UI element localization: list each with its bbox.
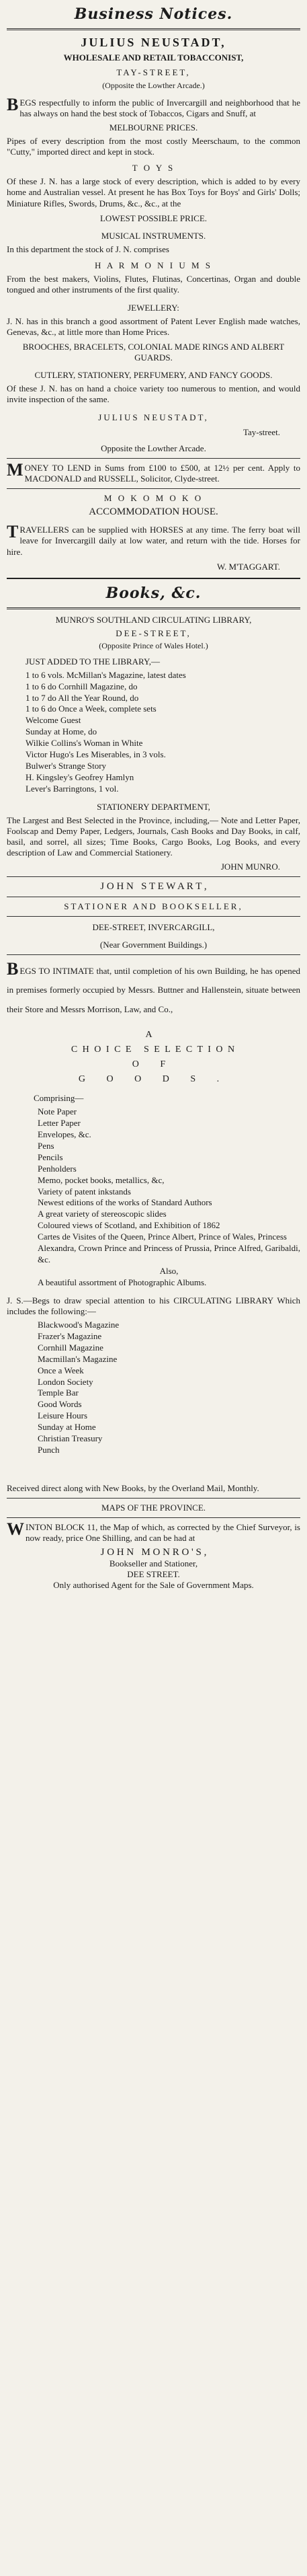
library-list xyxy=(7,670,300,795)
library-location: (Opposite Prince of Wales Hotel.) xyxy=(99,640,208,650)
mokomoko-advert xyxy=(7,493,300,572)
stewart-goods-list xyxy=(7,1106,300,1288)
advertiser-name: JULIUS NEUSTADT, xyxy=(81,36,226,49)
list-item: London Society xyxy=(38,1376,93,1387)
list-item: A great variety of stereoscopic slides xyxy=(38,1209,167,1219)
library-intro: J. S.—Begs to draw special attention to his CIRCULATING LIBRARY Which includes the following:— xyxy=(7,1295,300,1316)
list-item: 1 to 7 do All the Year Round, do xyxy=(26,692,139,703)
list-item: Coloured views of Scotland, and Exhibition of 1862 xyxy=(38,1220,220,1231)
neustadt-intro: BEGS respectfully to inform the public of Invercargill and neighborhood that he has always on hand the best stock of Tobaccos, Cigars and Snuff, at xyxy=(7,95,300,119)
library-street: DEE-STREET, xyxy=(116,628,191,638)
list-item: 1 to 6 do Cornhill Magazine, do xyxy=(26,681,138,691)
stewart-address: DEE-STREET, INVERCARGILL, xyxy=(92,921,215,932)
list-item: Variety of patent inkstands xyxy=(38,1186,131,1197)
mokomoko-text: TRAVELLERS can be supplied with HORSES at any time. The ferry boat will leave for Invercargill daily at low water, and return with the tide. Horses for hire. xyxy=(7,522,300,557)
divider xyxy=(7,954,300,955)
advertiser-trade: WHOLESALE AND RETAIL TOBACCONIST, xyxy=(63,52,244,63)
musical-heading: MUSICAL INSTRUMENTS. xyxy=(101,230,206,241)
books-heading: Books, &c. xyxy=(105,584,202,602)
list-item: Blackwood's Magazine xyxy=(38,1320,120,1330)
neustadt-advert xyxy=(7,36,300,454)
pipes-text: Pipes of every description from the most costly Meerschaum, to the common "Cutty," imported direct and kept in stock. xyxy=(7,135,300,157)
list-item: Pens xyxy=(38,1141,54,1151)
divider xyxy=(7,28,300,30)
list-item: Penholders xyxy=(38,1163,77,1174)
divider xyxy=(7,578,300,579)
maps-advert xyxy=(7,1503,300,1591)
stewart-goods: G O O D S . xyxy=(78,1074,229,1085)
divider xyxy=(7,488,300,489)
cutlery-heading: CUTLERY, STATIONERY, PERFUMERY, AND FANCY GOODS. xyxy=(34,370,273,380)
stewart-trade: STATIONER AND BOOKSELLER, xyxy=(64,901,243,911)
stewart-advert xyxy=(7,881,300,1494)
money-text: MONEY TO LEND in Sums from £100 to £500, at 12½ per cent. Apply to MACDONALD and RUSSELL, Solicitor, Clyde-street. xyxy=(7,459,300,484)
comprising-heading: Comprising— xyxy=(34,1093,84,1104)
list-item: Sunday at Home xyxy=(38,1422,96,1433)
list-item: Letter Paper xyxy=(38,1118,81,1129)
list-item: Cornhill Magazine xyxy=(38,1342,103,1353)
list-item: Leisure Hours xyxy=(38,1410,88,1421)
library-title: MUNRO'S SOUTHLAND CIRCULATING LIBRARY, xyxy=(55,614,252,625)
mokomoko-house: ACCOMMODATION HOUSE. xyxy=(89,506,218,517)
stewart-a: A xyxy=(145,1030,162,1040)
maps-trade: Bookseller and Stationer, xyxy=(109,1558,198,1568)
list-item: H. Kingsley's Geofrey Hamlyn xyxy=(26,771,134,782)
library-sign: JOHN MUNRO. xyxy=(220,861,280,872)
list-item: A beautiful assortment of Photographic Albums. xyxy=(38,1277,207,1287)
list-item: Wilkie Collins's Woman in White xyxy=(26,738,143,749)
library-advert xyxy=(7,615,300,872)
list-item: Pencils xyxy=(38,1151,63,1162)
lowest-price: LOWEST POSSIBLE PRICE. xyxy=(99,213,208,223)
list-item: Christian Treasury xyxy=(38,1433,103,1443)
list-item: Lever's Barringtons, 1 vol. xyxy=(26,783,119,794)
list-item: Punch xyxy=(38,1444,60,1455)
list-item: Macmillan's Magazine xyxy=(38,1353,118,1364)
list-item: Note Paper xyxy=(38,1106,77,1117)
stewart-choice: C H O I C E S E L E C T I O N xyxy=(71,1045,236,1055)
list-item: Sunday at Home, do xyxy=(26,726,97,737)
list-item: Newest editions of the works of Standard Authors xyxy=(38,1197,212,1208)
brooches-heading: BROOCHES, BRACELETS, COLONIAL MADE RINGS AND ALBERT GUARDS. xyxy=(22,342,285,363)
harmoniums-text: From the best makers, Violins, Flutes, Flutinas, Concertinas, Organ and double tongued and other instruments of the first quality. xyxy=(7,274,300,295)
list-item: Temple Bar xyxy=(38,1388,79,1398)
mokomoko-name: M O K O M O K O xyxy=(103,493,204,503)
list-item: Cartes de Visites of the Queen, Prince Albert, Prince of Wales, Princess Alexandra, Crown Prince and Princess of Prussia, Prince Alfred, Garibaldi, &c. xyxy=(38,1232,300,1264)
library-added-heading: JUST ADDED TO THE LIBRARY,— xyxy=(26,656,160,667)
list-item: Once a Week xyxy=(38,1365,84,1375)
money-advert xyxy=(7,459,300,485)
magazine-list xyxy=(7,1320,300,1456)
list-item: Memo, pocket books, metallics, &c, xyxy=(38,1174,165,1185)
mokomoko-sign: W. M'TAGGART. xyxy=(216,561,280,572)
masthead: Business Notices. xyxy=(74,5,233,23)
list-item: Victor Hugo's Les Miserables, in 3 vols. xyxy=(26,749,166,759)
divider xyxy=(7,916,300,917)
signature-street: Tay-street. xyxy=(243,426,280,437)
list-item: Frazer's Magazine xyxy=(38,1330,102,1341)
jewellery-heading: JEWELLERY: xyxy=(128,302,179,313)
list-item: Also, xyxy=(159,1265,179,1276)
harmoniums-heading: H A R M O N I U M S xyxy=(94,260,213,270)
received-text: Received direct along with New Books, by the Overland Mail, Monthly. xyxy=(7,1482,259,1493)
signature-location: Opposite the Lowther Arcade. xyxy=(101,443,206,453)
divider xyxy=(7,1498,300,1499)
toys-text: Of these J. N. has a large stock of every description, which is added to by every home and Australian vessel. At present he has Box Toys for Boys' and Girls' Dolls; Miniature Rifles, Swords, Drums, &c., &c., at the xyxy=(7,176,300,209)
list-item: Welcome Guest xyxy=(26,715,81,726)
divider xyxy=(7,876,300,877)
advertiser-location: (Opposite the Lowther Arcade.) xyxy=(102,81,205,90)
jewellery-text: J. N. has in this branch a good assortment of Patent Lever English made watches, Genevas, &c., at little more than Home Prices. xyxy=(7,315,300,337)
signature-name: JULIUS NEUSTADT, xyxy=(98,412,209,422)
advertiser-street: TAY-STREET, xyxy=(116,67,191,77)
list-item: Envelopes, &c. xyxy=(38,1129,91,1140)
maps-street: DEE STREET. xyxy=(127,1568,180,1579)
stewart-name: J O H N S T E W A R T , xyxy=(100,880,207,892)
maps-heading: MAPS OF THE PROVINCE. xyxy=(101,1503,206,1513)
stationery-heading: STATIONERY DEPARTMENT, xyxy=(97,801,210,812)
divider xyxy=(7,458,300,459)
stationery-text: The Largest and Best Selected in the Province, including,— Note and Letter Paper, Foolscap and Demy Paper, Ledgers, Journals, Cash Books and Day Books, in calf, basil, and sorrel, all sizes; Time Books, Cargo Books, Log Books, and every description of Law and Commercial Stationery. xyxy=(7,815,300,858)
divider xyxy=(7,1517,300,1518)
divider xyxy=(7,607,300,609)
stewart-of: O F xyxy=(132,1059,175,1070)
cutlery-text: Of these J. N. has on hand a choice variety too numerous to mention, and would invite inspection of the same. xyxy=(7,383,300,405)
list-item: 1 to 6 do Once a Week, complete sets xyxy=(26,704,157,714)
prices-heading: MELBOURNE PRICES. xyxy=(109,122,198,132)
list-item: 1 to 6 vols. McMillan's Magazine, latest dates xyxy=(26,669,186,680)
stewart-intro: BEGS TO INTIMATE that, until completion of his own Building, he has opened in premises formerly occupied by Messrs. Buttner and Hallenstein, situate between their Store and Messrs Morrison, Law, and Co., xyxy=(7,958,300,1014)
stewart-location: (Near Government Buildings.) xyxy=(99,939,208,950)
toys-heading: T O Y S xyxy=(132,163,175,173)
maps-name: J O H N M O N R O ' S , xyxy=(100,1546,207,1558)
list-item: Bulwer's Strange Story xyxy=(26,760,107,771)
list-item: Good Words xyxy=(38,1399,82,1410)
maps-agent: Only authorised Agent for the Sale of Government Maps. xyxy=(53,1579,254,1590)
maps-text: WINTON BLOCK 11, the Map of which, as corrected by the Chief Surveyor, is now ready, price One Shilling, and can be had at xyxy=(7,1519,300,1544)
musical-text: In this department the stock of J. N. comprises xyxy=(7,243,169,254)
